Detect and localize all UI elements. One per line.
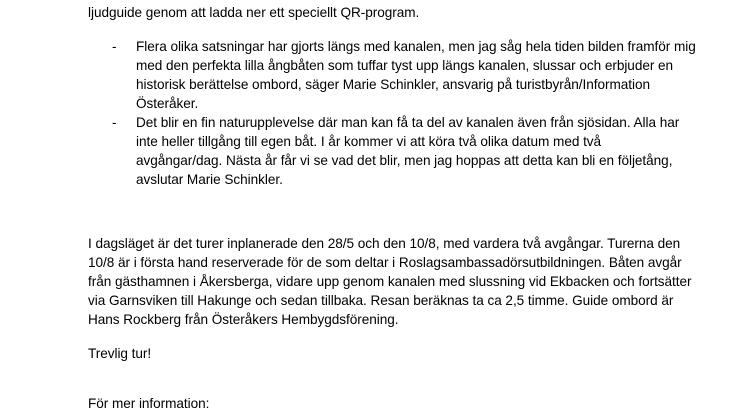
closing-line: Trevlig tur! [88,346,152,361]
paragraph-line-2: 10/8 är i första hand reserverade för de som deltar i Roslagsambassadörsutbildningen. Båten avgår [88,255,682,270]
bullet-1-line-4: Österåker. [136,96,199,111]
bullet-1-line-2: med den perfekta lilla ångbåten som tuffar tyst upp längs kanalen, slussar och erbjuder en [136,58,674,73]
intro-tail-line: ljudguide genom att ladda ner ett speciellt QR-program. [88,5,420,20]
bullet-2-line-3: avgångar/dag. Nästa år får vi se vad det blir, men jag hoppas att detta kan bli en följetång, [136,153,673,168]
paragraph-line-3: från gästhamnen i Åkersberga, vidare upp genom kanalen med slussning vid Ekbacken och fortsätter [88,274,692,289]
bullet-marker: - [112,115,117,130]
bullet-2-line-4: avslutar Marie Schinkler. [136,172,283,187]
bullet-1-line-1: Flera olika satsningar har gjorts längs med kanalen, men jag såg hela tiden bilden framför mig [136,39,696,54]
more-info-heading: För mer information: [88,396,210,411]
bullet-1-line-3: historisk berättelse ombord, säger Marie Schinkler, ansvarig på turistbyrån/Information [136,77,650,92]
paragraph-line-4: via Garnsviken till Hakunge och sedan tillbaka. Resan beräknas ta ca 2,5 timme. Guide ombord är [88,293,674,308]
bullet-2-line-1: Det blir en fin naturupplevelse där man kan få ta del av kanalen även från sjösidan. Alla har [136,115,680,130]
paragraph-line-1: I dagsläget är det turer inplanerade den 28/5 och den 10/8, med vardera två avgångar. Turerna den [88,236,681,251]
bullet-marker: - [112,39,117,54]
bullet-2-line-2: inte heller tillgång till egen båt. I år kommer vi att köra två olika datum med två [136,134,602,149]
paragraph-line-5: Hans Rockberg från Österåkers Hembygdsförening. [88,312,399,327]
